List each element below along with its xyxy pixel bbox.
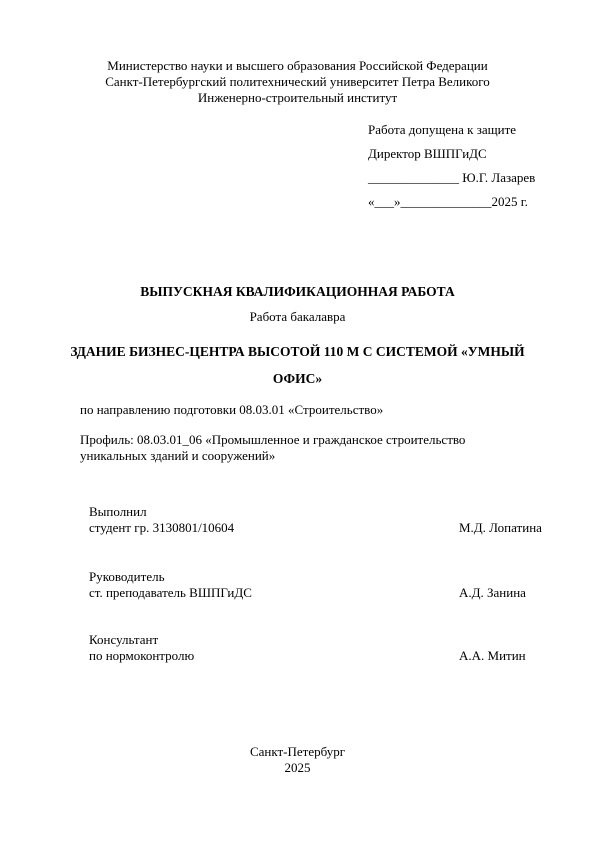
- role-position-supervisor: ст. преподаватель ВШПГиДС: [89, 585, 252, 600]
- ministry-name: Министерство науки и высшего образования Российской Федерации: [107, 58, 488, 73]
- role-position-author: студент гр. 3130801/10604: [89, 520, 235, 535]
- profile-line-1: Профиль: 08.03.01_06 «Промышленное и гражданское строительство: [80, 432, 466, 447]
- study-profile: [80, 432, 465, 464]
- role-label-consultant: Консультант: [89, 632, 159, 647]
- document-title: ВЫПУСКНАЯ КВАЛИФИКАЦИОННАЯ РАБОТА: [140, 284, 455, 299]
- approval-director: Директор ВШПГиДС: [368, 146, 487, 161]
- role-person-supervisor: А.Д. Занина: [459, 585, 526, 600]
- university-name: Санкт-Петербургский политехнический университет Петра Великого: [105, 74, 490, 89]
- institution-header: [0, 58, 595, 106]
- institute-name: Инженерно-строительный институт: [197, 90, 398, 105]
- approval-admitted: Работа допущена к защите: [368, 122, 517, 137]
- city: Санкт-Петербург: [249, 744, 346, 759]
- approval-signature: ______________ Ю.Г. Лазарев: [368, 170, 536, 185]
- approval-block: [368, 122, 535, 218]
- role-label-supervisor: Руководитель: [89, 569, 165, 584]
- profile-line-2: уникальных зданий и сооружений»: [80, 448, 276, 463]
- approval-date: «___»______________2025 г.: [368, 194, 528, 209]
- role-person-author: М.Д. Лопатина: [459, 520, 542, 535]
- role-person-consultant: А.А. Митин: [459, 648, 526, 663]
- year: 2025: [284, 760, 311, 775]
- work-type: Работа бакалавра: [249, 309, 346, 324]
- thesis-topic: ЗДАНИЕ БИЗНЕС-ЦЕНТРА ВЫСОТОЙ 110 М С СИСТЕМОЙ «УМНЫЙ ОФИС»: [70, 344, 525, 386]
- study-direction: по направлению подготовки 08.03.01 «Строительство»: [80, 402, 384, 417]
- role-position-consultant: по нормоконтролю: [89, 648, 195, 663]
- role-label-author: Выполнил: [89, 504, 147, 519]
